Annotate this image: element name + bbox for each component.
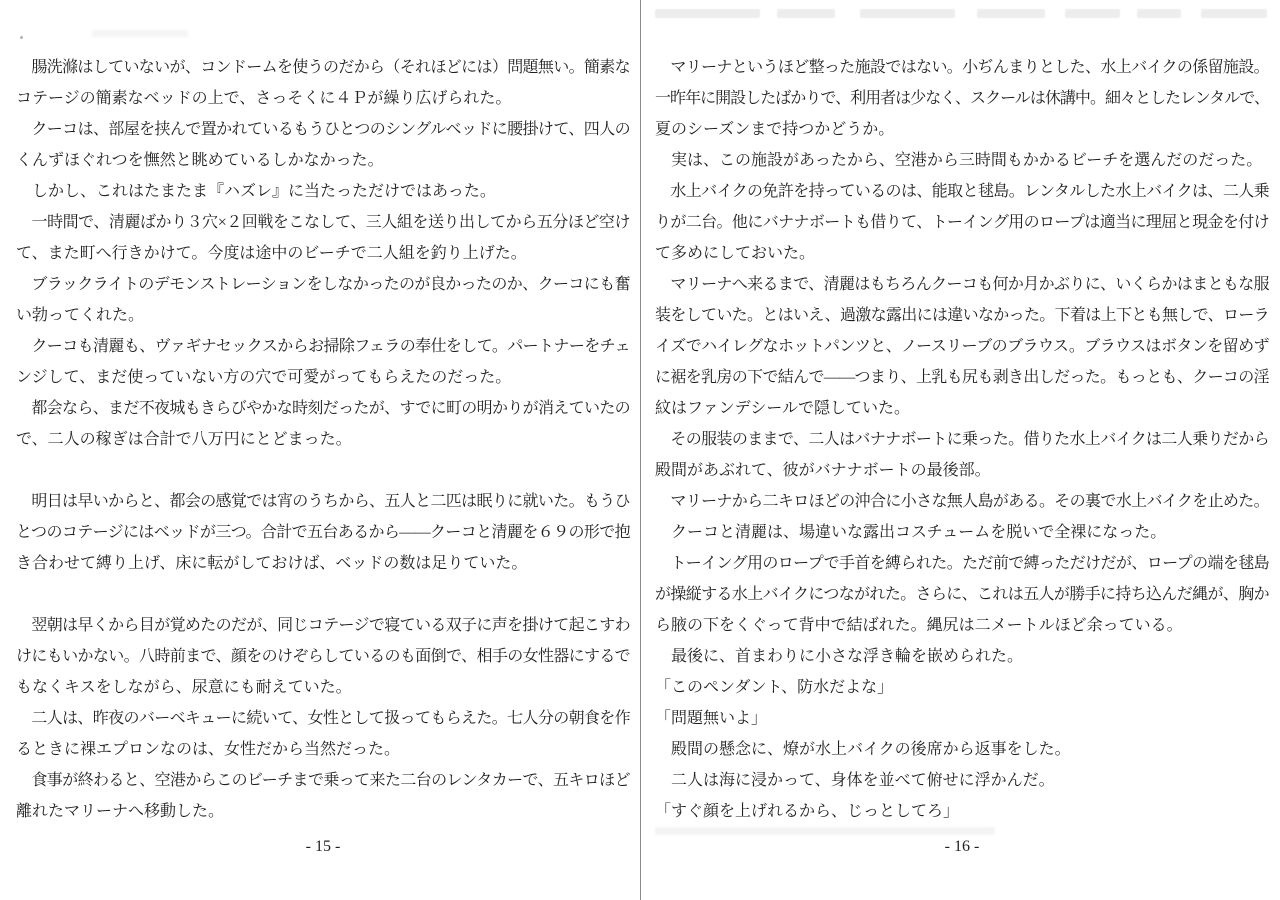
text-line: とつのコテージにはベッドが三つ。合計で五台あるから――クーコと清麗を６９の形で抱	[16, 524, 630, 541]
text-line: トーイング用のロープで手首を縛られた。ただ前で縛っただけだが、ロープの端を毬島	[655, 555, 1269, 572]
text-line: て多めにしておいた。	[655, 245, 816, 262]
text-line: で、二人の稼ぎは合計で八万円にとどまった。	[16, 431, 352, 448]
text-line: て、また町へ行きかけて。今度は途中のビーチで二人組を釣り上げた。	[16, 245, 527, 262]
page-number-16: - 16 -	[944, 838, 980, 855]
text-line: ンジして、まだ使っていない方の穴で可愛がってもらえたのだった。	[16, 369, 512, 386]
page-15	[16, 52, 630, 858]
text-line: 殿間があぶれて、彼がバナナボートの最後部。	[655, 462, 991, 479]
text-line: 実は、この施設があったから、空港から三時間もかかるビーチを選んだのだった。	[655, 152, 1263, 169]
text-line: ら腋の下をくぐって背中で結ばれた。縄尻は二メートルほど余っている。	[655, 617, 1183, 634]
text-line: 一時間で、清麗ばかり３穴×２回戦をこなして、三人組を送り出してから五分ほど空け	[16, 214, 630, 231]
page-16	[655, 52, 1269, 858]
text-line: 「問題無いよ」	[655, 710, 768, 727]
text-line: 夏のシーズンまで持つかどうか。	[655, 121, 895, 138]
text-line: き合わせて縛り上げ、床に転がしておけば、ベッドの数は足りていた。	[16, 555, 528, 572]
text-line: るときに裸エプロンなのは、女性だから当然だった。	[16, 741, 401, 758]
text-line: 「すぐ顔を上げれるから、じっとしてろ」	[655, 803, 960, 820]
text-line	[16, 579, 630, 610]
text-line: その服装のままで、二人はバナナボートに乗った。借りた水上バイクは二人乗りだから	[655, 431, 1269, 448]
text-line: 一昨年に開設したばかりで、利用者は少なく、スクールは休講中。細々としたレンタルで、	[655, 90, 1269, 107]
text-line: ブラックライトのデモンストレーションをしなかったのが良かったのか、クーコにも奮	[16, 276, 630, 293]
faint-watermark	[655, 9, 1270, 21]
text-line: い勃ってくれた。	[16, 307, 145, 324]
text-line: に裾を乳房の下で結んで――つまり、上乳も尻も剥き出しだった。もっとも、クーコの淫	[655, 369, 1269, 386]
page-number-15: - 15 -	[305, 838, 341, 855]
text-line: 紋はファンデシールで隠していた。	[655, 400, 911, 417]
text-line: 殿間の懸念に、燎が水上バイクの後席から返事をした。	[655, 741, 1071, 758]
text-line: 翌朝は早くから目が覚めたのだが、同じコテージで寝ている双子に声を掛けて起こすわ	[16, 617, 630, 634]
text-line: クーコと清麗は、場違いな露出コスチュームを脱いで全裸になった。	[655, 524, 1167, 541]
text-line: イズでハイレグなホットパンツと、ノースリーブのブラウス。ブラウスはボタンを留めず	[655, 338, 1269, 355]
text-line: 食事が終わると、空港からこのビーチまで乗って来た二台のレンタカーで、五キロほど	[16, 772, 630, 789]
text-line: マリーナへ来るまで、清麗はもちろんクーコも何か月かぶりに、いくらかはまともな服	[655, 276, 1269, 293]
text-line: もなくキスをしながら、尿意にも耐えていた。	[16, 679, 352, 696]
emphasis-dots-text: 釣り上げ	[430, 245, 495, 262]
text-line: 「このペンダント、防水だよな」	[655, 679, 894, 696]
text-line: クーコは、部屋を挟んで置かれているもうひとつのシングルベッドに腰掛けて、四人の	[16, 121, 630, 138]
text-line: しかし、これはたまたま『ハズレ』に当たっただけではあった。	[16, 183, 496, 200]
text-line: が操縦する水上バイクにつながれた。さらに、これは五人が勝手に持ち込んだ縄が、胸か	[655, 586, 1269, 603]
page-divider	[640, 0, 641, 900]
text-line: くんずほぐれつを憮然と眺めているしかなかった。	[16, 152, 384, 169]
text-line: 都会なら、まだ不夜城もきらびやかな時刻だったが、すでに町の明かりが消えていたの	[16, 400, 630, 417]
text-line: りが二台。他にバナナボートも借りて、トーイング用のロープは適当に理屈と現金を付け	[655, 214, 1269, 231]
faint-smudge-left	[92, 30, 188, 37]
text-line: 腸洗滌はしていないが、コンドームを使うのだから（それほどには）問題無い。簡素な	[16, 59, 630, 76]
text-line	[16, 455, 630, 486]
text-line: 装をしていた。とはいえ、過激な露出には違いなかった。下着は上下とも無しで、ローラ	[655, 307, 1269, 324]
text-line: 離れたマリーナへ移動した。	[16, 803, 225, 820]
text-line: コテージの簡素なベッドの上で、さっそくに４Ｐが繰り広げられた。	[16, 90, 512, 107]
text-line: 明日は早いからと、都会の感覚では宵のうちから、五人と二匹は眠りに就いた。もうひ	[16, 493, 630, 510]
text-line: けにもいかない。八時前まで、顔をのけぞらしているのも面倒で、相手の女性器にするで	[16, 648, 630, 665]
text-line: 二人は海に浸かって、身体を並べて俯せに浮かんだ。	[655, 772, 1055, 789]
text-line: 水上バイクの免許を持っているのは、能取と毬島。レンタルした水上バイクは、二人乗	[655, 183, 1269, 200]
text-line: マリーナというほど整った施設ではない。小ぢんまりとした、水上バイクの係留施設。	[655, 59, 1269, 76]
page-16-text	[655, 52, 1269, 827]
page-15-text	[16, 52, 630, 827]
text-line: 最後に、首まわりに小さな浮き輪を嵌められた。	[655, 648, 1024, 665]
text-line: 二人は、昨夜のバーベキューに続いて、女性として扱ってもらえた。七人分の朝食を作	[16, 710, 630, 727]
text-line: クーコも清麗も、ヴァギナセックスからお掃除フェラの奉仕をして。パートナーをチェ	[16, 338, 630, 355]
scan-speck	[20, 36, 23, 39]
text-line: マリーナから二キロほどの沖合に小さな無人島がある。その裏で水上バイクを止めた。	[655, 493, 1269, 510]
